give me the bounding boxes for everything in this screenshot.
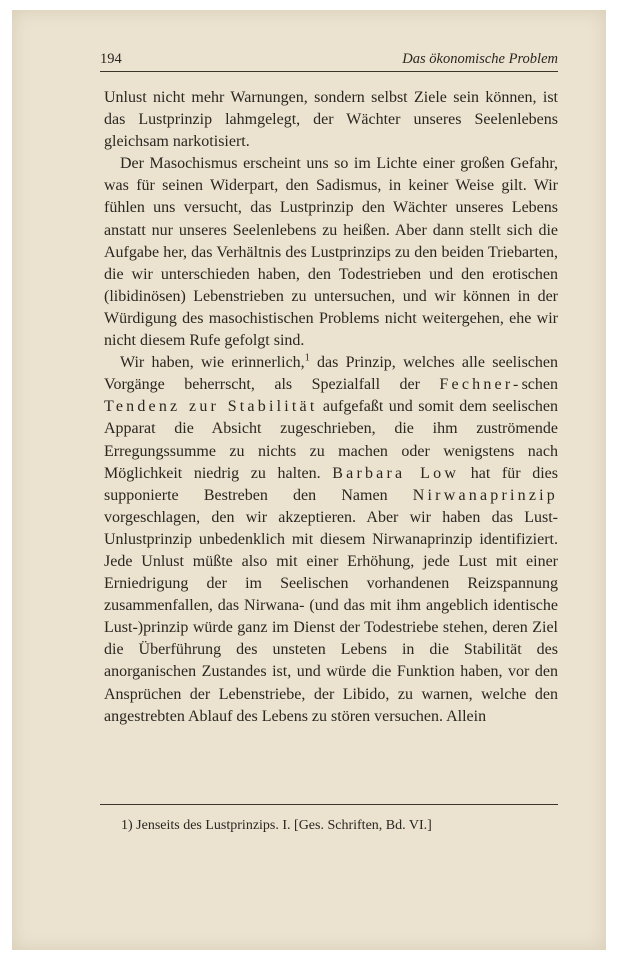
- paragraph-3-text: vorgeschlagen, den wir akzeptieren. Aber wir haben das Lust-Unlustprinzip unbedenklich mit diesem Nirwanaprinzip identifiziert. Jede Unlust müßte also mit einer Erhöhung, jede Lust mit einer Erniedrigung der im Seelischen vorhandenen Reizspannung zusammenfallen, das Nirwana- (und das mit ihm angeblich identische Lust-)prinzip würde ganz im Dienst der Todestriebe stehen, deren Ziel die Überführung des unsteten Lebens in die Stabilität des anorganischen Zustandes ist, und würde die Funktion haben, vor den Ansprüchen der Lebenstriebe, der Libido, zu warnen, welche den angestrebten Ablauf des Lebens zu stören versuchen. Allein: [104, 508, 558, 725]
- emphasis-fechner: Fechner-: [439, 376, 522, 394]
- emphasis-nirwanaprinzip: Nirwanaprinzip: [412, 486, 558, 504]
- paragraph-3-text: schen: [521, 376, 558, 394]
- paragraph-3: [104, 352, 558, 728]
- page-number: 194: [100, 51, 122, 67]
- emphasis-barbara-low: Barbara Low: [332, 464, 460, 482]
- paragraph-3-text: hat für dies supponierte Bestreben den Namen: [104, 464, 558, 504]
- paragraph-2: Der Masochismus erscheint uns so im Lichte einer großen Gefahr, was für seinen Widerpart, den Sadismus, in keiner Weise gilt. Wir fühlen uns versucht, das Lustprinzip den Wächter unseres Lebens anstatt nur unseres Seelenlebens zu heißen. Aber dann stellt sich die Aufgabe her, das Verhältnis des Lustprinzips zu den beiden Triebarten, die wir unterschieden haben, den Todestrieben und den erotischen (libidinösen) Lebenstrieben zu untersuchen, und wir können in der Würdigung des masochistischen Problems nicht weitergehen, ehe wir nicht diesem Rufe gefolgt sind.: [104, 155, 558, 350]
- footnote-reference: 1: [304, 352, 310, 364]
- paragraph-1: Unlust nicht mehr Warnungen, sondern selbst Ziele sein können, ist das Lustprinzip lahmgelegt, der Wächter unseres Seelenlebens gleichsam narkotisiert.: [104, 89, 558, 151]
- paragraph-3-text: aufgefaßt und somit dem seelischen Apparat die Absicht zugeschrieben, die ihm zuströmende Erregungssumme zu nichts zu machen oder wenigstens nach Möglichkeit niedrig zu halten.: [104, 398, 558, 482]
- emphasis-tendenz: Tendenz zur Stabilität: [104, 398, 318, 416]
- page-header: [100, 49, 558, 72]
- running-title: Das ökonomische Problem: [402, 51, 558, 67]
- body-text: [104, 87, 558, 728]
- footnote-divider: [100, 804, 558, 805]
- footnote: 1) Jenseits des Lustprinzips. I. [Ges. Schriften, Bd. VI.]: [121, 818, 432, 833]
- paragraph-3-text: Wir haben, wie erinnerlich,: [120, 354, 305, 372]
- paragraph-3-text: das Prinzip, welches alle seelischen Vorgänge beherrscht, als Spezialfall der: [104, 354, 559, 394]
